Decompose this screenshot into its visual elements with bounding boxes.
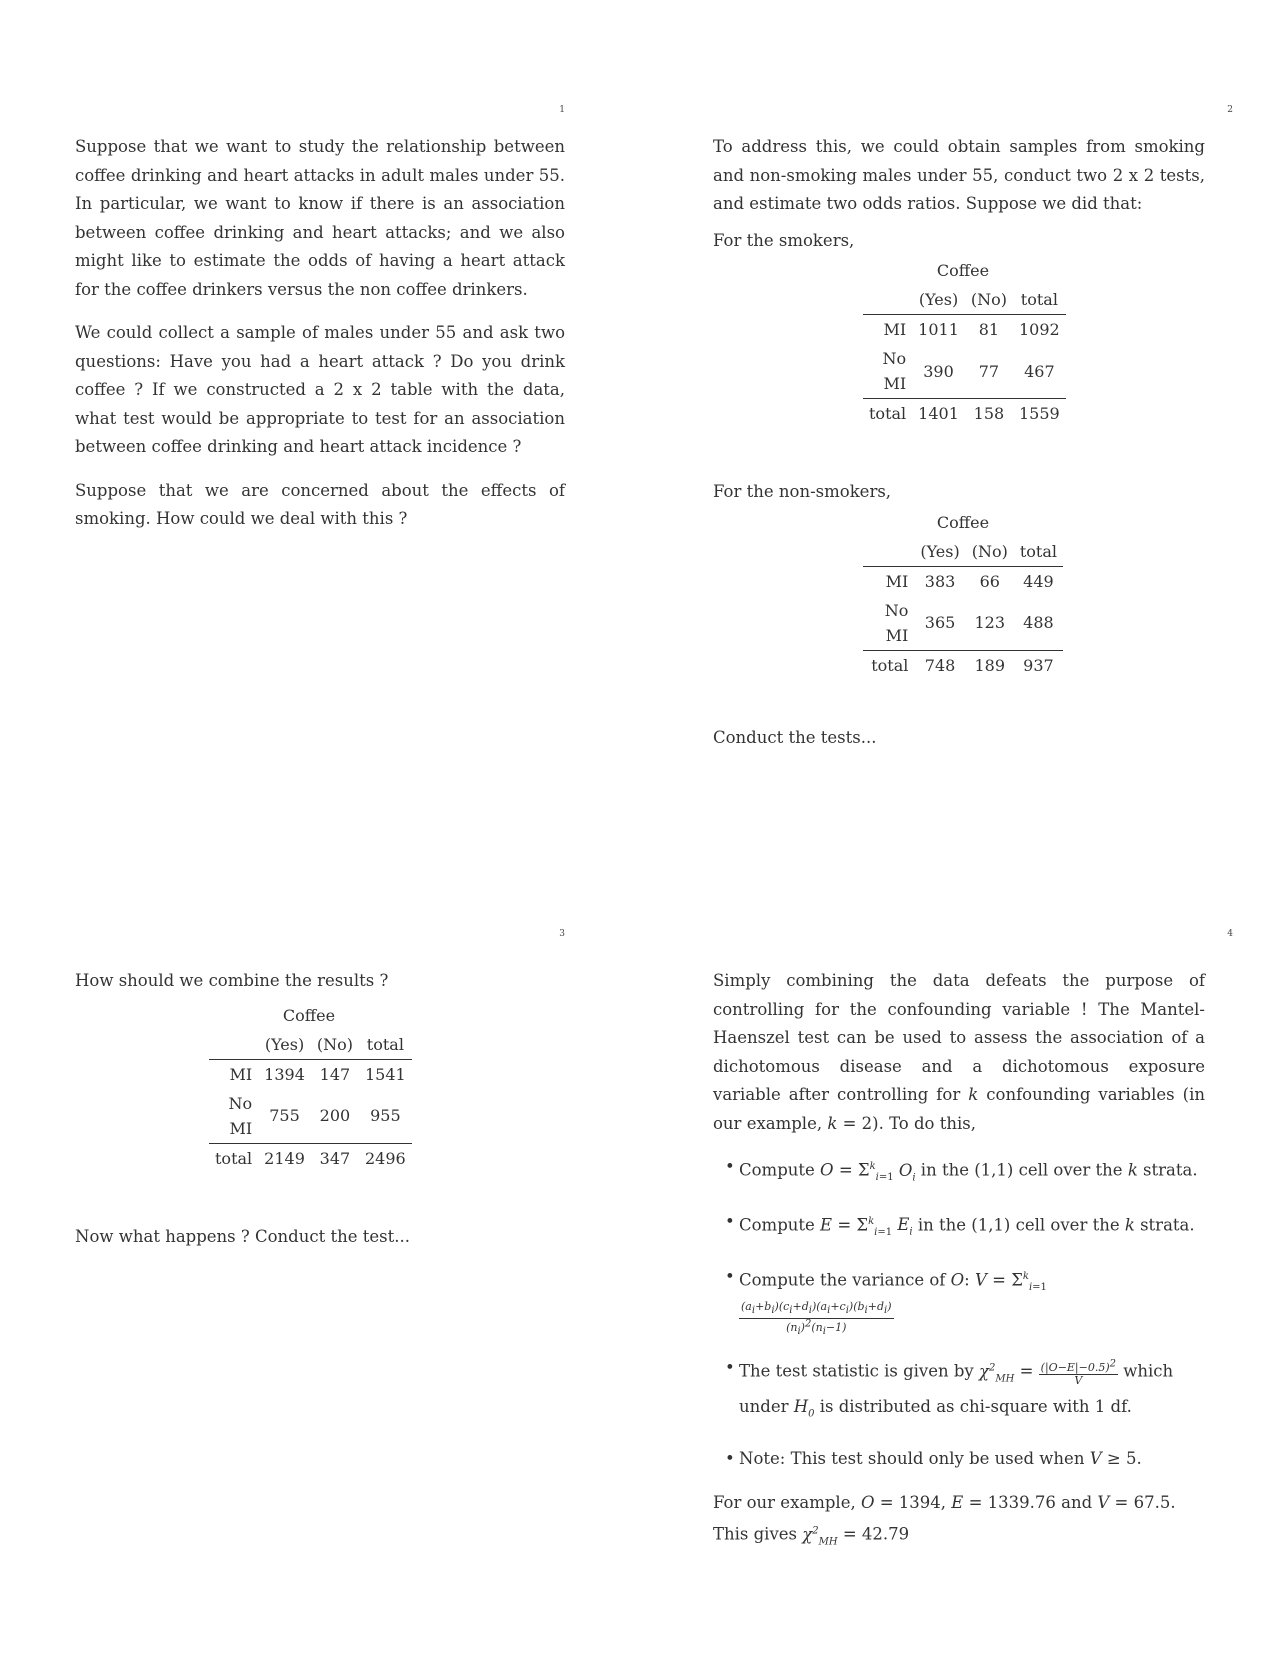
row-label: No MI (863, 596, 914, 651)
closing-text: Conduct the tests... (713, 727, 877, 747)
page-3 (0, 828, 640, 1656)
cell: 2496 (365, 1148, 406, 1168)
smokers-table-block (863, 257, 1063, 428)
table-caption: Coffee (936, 512, 990, 532)
page-number: 1 (559, 105, 565, 115)
row-label: MI (229, 1064, 253, 1084)
col-header: (Yes) (912, 285, 965, 315)
cell: 158 (973, 404, 1005, 423)
col-header: total (359, 1030, 412, 1060)
row-label: total (215, 1148, 253, 1168)
list-item: • Compute $E = \Sigma^k_{i=1}$ $E_i$ in the (1,1) cell over the k strata. (725, 1208, 1205, 1247)
cell: 1541 (365, 1064, 406, 1084)
col-header: (No) (965, 285, 1013, 315)
result-text: For our example, O = 1394, E = 1339.76 and V = 67.5. This gives $\chi^2_{MH} = 42.79$ (713, 1492, 1176, 1547)
cell: 755 (258, 1089, 311, 1144)
row-label: total (869, 404, 907, 423)
col-header: total (1014, 537, 1063, 567)
row-label: No MI (863, 344, 912, 399)
row-label: MI (883, 320, 907, 339)
cell: 955 (359, 1089, 412, 1144)
method-list (725, 1153, 1205, 1473)
page-4 (640, 828, 1280, 1656)
cell: 1559 (1019, 404, 1060, 423)
cell: 2149 (264, 1148, 305, 1168)
col-header: (Yes) (258, 1030, 311, 1060)
cell: 1394 (264, 1064, 305, 1084)
cell: 1401 (918, 404, 959, 423)
cell: 449 (1023, 571, 1054, 591)
cell: 189 (974, 655, 1006, 675)
cell: 1092 (1019, 320, 1060, 339)
cell: 383 (924, 571, 956, 591)
nonsmokers-label: For the non-smokers, (713, 482, 892, 501)
cell: 467 (1013, 344, 1066, 399)
cell: 1011 (918, 320, 959, 339)
col-header: (No) (966, 537, 1014, 567)
paragraph: Suppose that we want to study the relationship between coffee drinking and heart attacks in adult males under 55. In particular, we want to know if there is an association between coffee drinking and heart attacks; and we also might like to estimate the odds of having a heart attack for the coffee drinkers versus the non coffee drinkers. (75, 137, 565, 299)
col-header: (Yes) (914, 537, 965, 567)
page-1 (0, 0, 640, 828)
closing-text: Now what happens ? Conduct the test... (75, 1226, 410, 1246)
smokers-table (863, 285, 1066, 428)
page-4-body (713, 967, 1205, 1571)
table-caption: Coffee (282, 1005, 336, 1025)
nonsmokers-table-block (863, 509, 1063, 680)
cell: 81 (978, 320, 1000, 339)
page-number: 3 (559, 929, 565, 939)
cell: 365 (914, 596, 965, 651)
cell: 488 (1014, 596, 1063, 651)
page-2 (640, 0, 1280, 828)
paragraph: Suppose that we are concerned about the effects of smoking. How could we deal with this ? (75, 480, 565, 528)
combined-table-block (209, 1002, 409, 1173)
nonsmokers-table (863, 537, 1063, 680)
col-header: (No) (311, 1030, 359, 1060)
cell: 123 (966, 596, 1014, 651)
table-caption: Coffee (936, 261, 990, 280)
paragraph: We could collect a sample of males under 55 and ask two questions: Have you had a heart attack ? Do you drink coffee ? If we constructed a 2 x 2 table with the data, what test would be appropriate to test for an association between coffee drinking and heart attack incidence ? (75, 323, 565, 456)
page-number: 2 (1227, 105, 1233, 115)
paragraph: To address this, we could obtain samples from smoking and non-smoking males under 55, conduct two 2 x 2 tests, and estimate two odds ratios. Suppose we did that: (713, 137, 1205, 213)
list-item: • Note: This test should only be used when V ≥ 5. (725, 1445, 1205, 1473)
smokers-label: For the smokers, (713, 230, 855, 250)
cell: 77 (965, 344, 1013, 399)
row-label: total (871, 655, 909, 675)
row-label: No MI (209, 1089, 258, 1144)
list-item: • The test statistic is given by $\chi^2_{MH}$ = $\frac{(|O-E|-0.5)^2}{V}$ which under $H_0$ is distributed as chi-square with 1 df. (725, 1354, 1205, 1428)
page-number: 4 (1227, 929, 1233, 939)
col-header: total (1013, 285, 1066, 315)
cell: 937 (1023, 655, 1054, 675)
page-2-body (713, 133, 1205, 767)
page-3-body (75, 967, 565, 1266)
paragraph: Simply combining the data defeats the purpose of controlling for the confounding variable ! The Mantel-Haenszel test can be used to assess the association of a dichotomous disease and a dichotomous exposure variable after controlling for k confounding variables (in our example, k = 2). To do this, (713, 971, 1205, 1133)
cell: 66 (979, 571, 1000, 591)
list-item: • Compute $O = \Sigma^k_{i=1}$ $O_i$ in the (1,1) cell over the k strata. (725, 1153, 1205, 1192)
cell: 147 (319, 1064, 351, 1084)
cell: 347 (319, 1148, 351, 1168)
cell: 200 (311, 1089, 359, 1144)
list-item: • Compute the variance of O: $V = \Sigma^k_{i=1}$ $\frac{(a_i+b_i)(c_i+d_i)(a_i+c_i)(b_i+d_i)}{(n_i)^2(n_i-1)}$ (725, 1263, 1205, 1339)
cell: 748 (924, 655, 956, 675)
cell: 390 (912, 344, 965, 399)
combined-table (209, 1030, 412, 1173)
question-text: How should we combine the results ? (75, 971, 389, 990)
row-label: MI (885, 571, 909, 591)
page-1-body (75, 133, 565, 549)
